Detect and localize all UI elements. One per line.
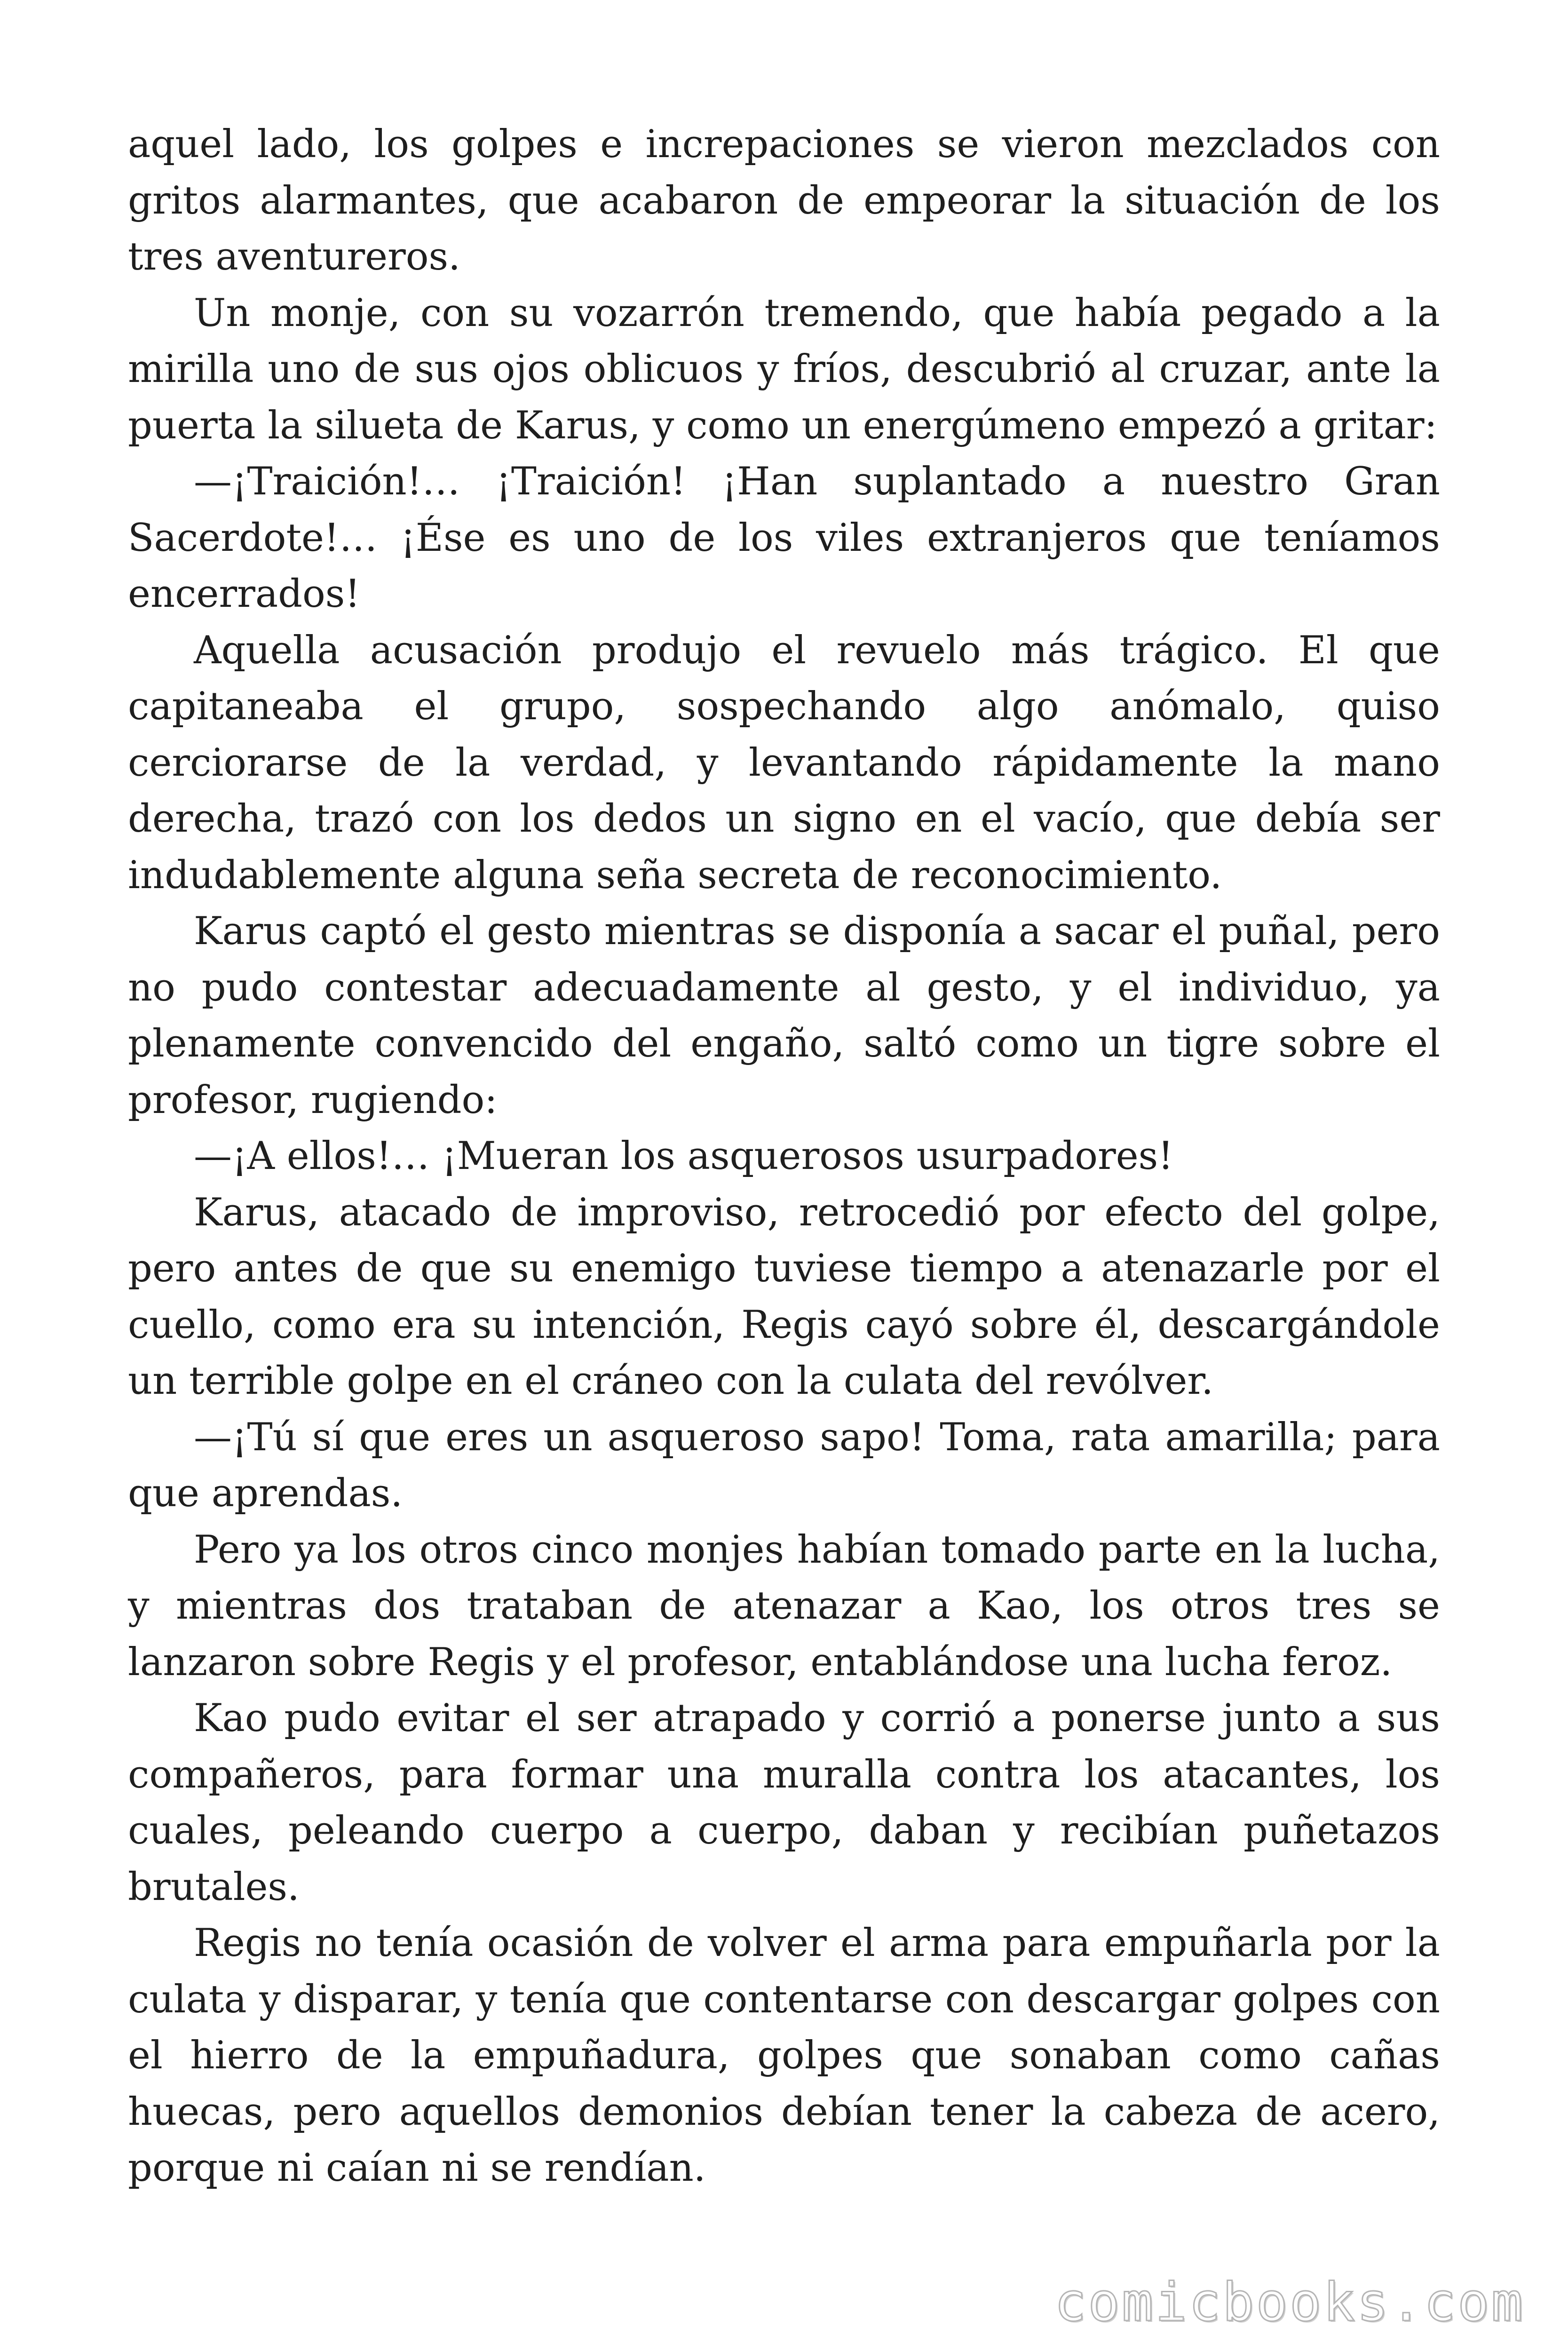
paragraph-continuation: aquel lado, los golpes e increpaciones se vieron mezclados con gritos alarmantes, que acabaron de empeorar la situación de los tres aventureros. <box>128 122 1440 279</box>
dialogue-paragraph: —¡A ellos!… ¡Mueran los asquerosos usurpadores! <box>194 1134 1173 1178</box>
paragraph: Karus, atacado de improviso, retrocedió por efecto del golpe, pero antes de que su enemigo tuviese tiempo a atenazarle por el cuello, como era su intención, Regis cayó sobre él, descargándole un terrible golpe en el cráneo con la culata del revólver. <box>128 1190 1440 1403</box>
paragraph: Karus captó el gesto mientras se disponía a sacar el puñal, pero no pudo contestar adecuadamente al gesto, y el individuo, ya plenamente convencido del engaño, saltó como un tigre sobre el profesor, rugiendo: <box>128 909 1440 1122</box>
paragraph: Aquella acusación produjo el revuelo más trágico. El que capitaneaba el grupo, sospechando algo anómalo, quiso cerciorarse de la verdad, y levantando rápidamente la mano derecha, trazó con los dedos un signo en el vacío, que debía ser indudablemente alguna seña secreta de reconocimiento. <box>128 628 1440 898</box>
paragraph: Regis no tenía ocasión de volver el arma para empuñarla por la culata y disparar, y tenía que contentarse con descargar golpes con el hierro de la empuñadura, golpes que sonaban como cañas huecas, pero aquellos demonios debían tener la cabeza de acero, porque ni caían ni se rendían. <box>128 1921 1440 2190</box>
paragraph: Un monje, con su vozarrón tremendo, que había pegado a la mirilla uno de sus ojos oblicuos y fríos, descubrió al cruzar, ante la puerta la silueta de Karus, y como un energúmeno empezó a gritar: <box>128 291 1440 448</box>
dialogue-paragraph: —¡Tú sí que eres un asqueroso sapo! Toma, rata amarilla; para que aprendas. <box>128 1415 1440 1516</box>
dialogue-paragraph: —¡Traición!… ¡Traición! ¡Han suplantado a nuestro Gran Sacerdote!… ¡Ése es uno de los viles extranjeros que teníamos encerrados! <box>128 460 1440 616</box>
paragraph: Kao pudo evitar el ser atrapado y corrió a ponerse junto a sus compañeros, para formar una muralla contra los atacantes, los cuales, peleando cuerpo a cuerpo, daban y recibían puñetazos brutales. <box>128 1696 1440 1909</box>
watermark: comicbooks.com <box>1054 2272 1525 2333</box>
page-body-text <box>128 117 1440 2197</box>
paragraph: Pero ya los otros cinco monjes habían tomado parte en la lucha, y mientras dos trataban de atenazar a Kao, los otros tres se lanzaron sobre Regis y el profesor, entablándose una lucha feroz. <box>128 1527 1440 1685</box>
